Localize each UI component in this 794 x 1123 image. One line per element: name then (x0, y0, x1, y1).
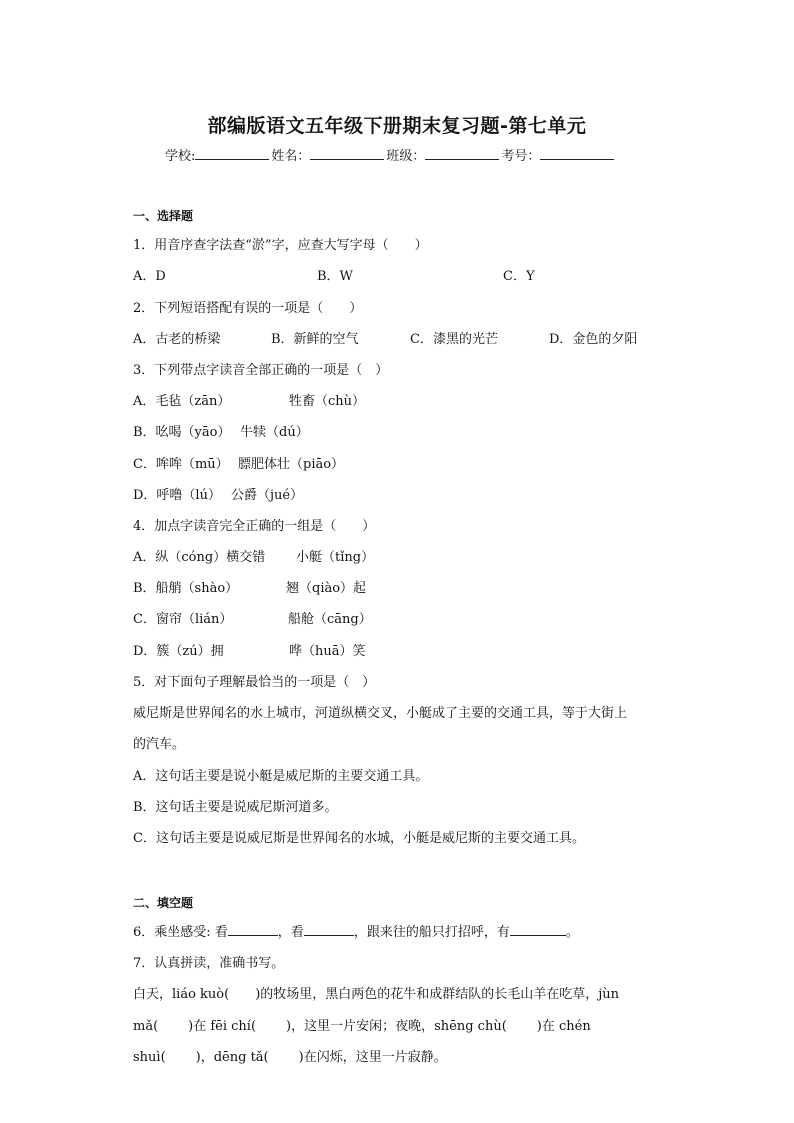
question-5-stem: 5．对下面句子理解最恰当的一项是（ ） (133, 675, 376, 690)
q4-option-b-2: 翘（qiào）起 (286, 581, 367, 596)
q7-l2-text-a: mǎ( (133, 1019, 159, 1034)
q7-l1-text-b: )的牧场里，黑白两色的花牛和成群结队的长毛山羊在吃草，jùn (255, 987, 620, 1002)
q1-option-a: A．D (133, 269, 166, 284)
name-label: 姓名： (271, 149, 311, 164)
q4-option-a-1: A．纵（cóng）横交错 (133, 550, 266, 565)
q4-option-b-1: B．船艄（shào） (133, 581, 239, 596)
q4-option-d-2: 哗（huā）笑 (289, 644, 366, 659)
q7-l2-text-b: )在 fēi chí( (188, 1019, 257, 1034)
school-blank (195, 146, 269, 160)
q4-option-c-2: 船舱（cāng） (288, 612, 372, 627)
q3-option-d-2: 公爵（jué） (231, 488, 304, 503)
question-1-stem: 1．用音序查字法查“淤”字，应查大写字母（ ） (133, 238, 428, 253)
question-4-stem: 4．加点字读音完全正确的一组是（ ） (133, 519, 376, 534)
q4-option-d-1: D．簇（zú）拥 (133, 644, 224, 659)
q6-text-1: 6．乘坐感受: 看 (133, 925, 228, 940)
question-5-passage-line-2: 的汽车。 (133, 737, 186, 752)
page-title: 部编版语文五年级下册期末复习题-第七单元 (207, 115, 587, 137)
q6-text-4: 。 (565, 925, 579, 940)
q6-text-2: ，看 (277, 925, 304, 940)
q3-option-b-2: 牛犊（dú） (240, 425, 309, 440)
name-blank (310, 146, 384, 160)
q7-line-3 (133, 1046, 447, 1065)
q2-option-b: B．新鲜的空气 (271, 332, 359, 347)
q7-l1-text-a: 白天，liáo kuò( (133, 987, 230, 1002)
q3-option-c-1: C．哞哞（mū） (133, 457, 229, 472)
q3-option-a-2: 牲畜（chù） (289, 394, 366, 409)
q7-line-1 (133, 983, 619, 1002)
q5-option-b: B．这句话主要是说威尼斯河道多。 (133, 800, 338, 815)
q6-blank-2[interactable] (304, 923, 354, 936)
question-6 (133, 921, 579, 940)
question-7-stem: 7．认真拼读，准确书写。 (133, 956, 285, 971)
student-info-row (165, 145, 616, 164)
q4-option-c-1: C．窗帘（lián） (133, 612, 233, 627)
section-heading-choice: 一、选择题 (133, 209, 194, 223)
question-5-passage-line-1: 威尼斯是世界闻名的水上城市，河道纵横交叉，小艇成了主要的交通工具，等于大街上 (133, 706, 628, 721)
q2-option-c: C．漆黑的光芒 (410, 332, 498, 347)
q6-blank-3[interactable] (510, 923, 566, 936)
q2-option-a: A．古老的桥梁 (133, 332, 221, 347)
exam-number-blank (540, 146, 614, 160)
q4-option-a-2: 小艇（tǐng） (296, 550, 375, 565)
q5-option-c: C．这句话主要是说威尼斯是世界闻名的水城，小艇是威尼斯的主要交通工具。 (133, 831, 585, 846)
section-heading-fill-in: 二、填空题 (133, 896, 194, 910)
q2-option-d: D．金色的夕阳 (549, 332, 638, 347)
school-label: 学校: (165, 149, 196, 164)
question-2-stem: 2．下列短语搭配有误的一项是（ ） (133, 301, 363, 316)
question-3-stem: 3．下列带点字读音全部正确的一项是（ ） (133, 363, 389, 378)
q3-option-a-1: A．毛毡（zān） (133, 394, 231, 409)
exam-number-label: 考号： (501, 149, 541, 164)
q3-option-c-2: 膘肥体壮（piāo） (238, 457, 345, 472)
q3-option-b-1: B．吆喝（yāo） (133, 425, 231, 440)
q6-text-3: ，跟来往的船只打招呼，有 (353, 925, 510, 940)
q7-l3-text-a: shuì( (133, 1050, 166, 1065)
q1-option-c: C．Y (503, 269, 535, 284)
q1-option-b: B．W (317, 269, 353, 284)
q7-l2-text-c: )，这里一片安闲；夜晚，shēng chù( (286, 1019, 507, 1034)
q7-l3-text-b: )，dēng tǎ( (195, 1050, 269, 1065)
q7-l2-text-d: )在 chén (536, 1019, 591, 1034)
q6-blank-1[interactable] (228, 923, 278, 936)
class-blank (425, 146, 499, 160)
class-label: 班级： (386, 149, 426, 164)
q5-option-a: A．这句话主要是说小艇是威尼斯的主要交通工具。 (133, 769, 429, 784)
q7-line-2 (133, 1015, 591, 1034)
q7-l3-text-c: )在闪烁，这里一片寂静。 (298, 1050, 447, 1065)
q3-option-d-1: D．呼噜（lú） (133, 488, 221, 503)
